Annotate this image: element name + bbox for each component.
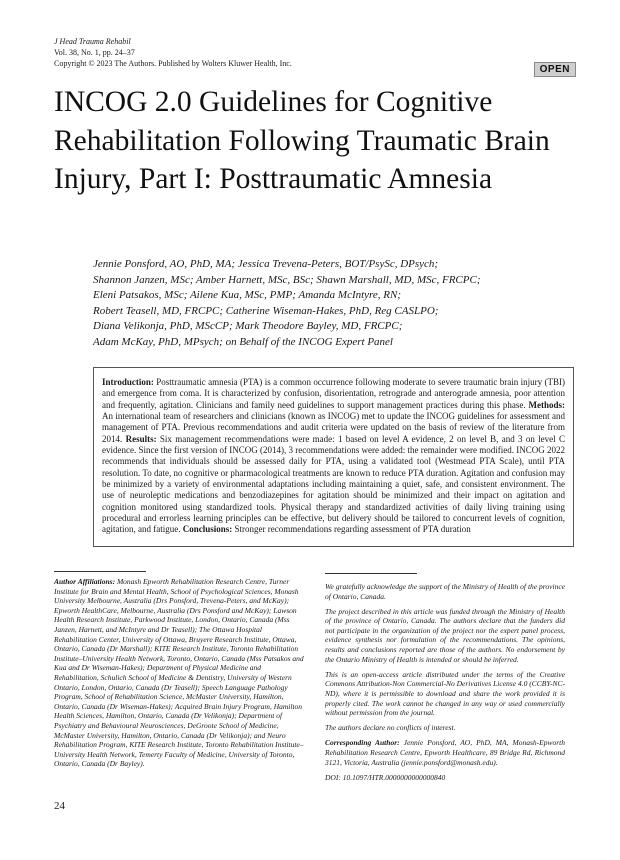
abstract-box [93,367,574,547]
footnote-divider-right [325,573,417,574]
open-access-badge: OPEN [534,62,576,77]
page-number: 24 [54,800,65,812]
journal-header [54,36,292,69]
affiliations-label: Author Affiliations: [54,577,116,586]
corresponding-author-text: Jennie Ponsford, AO, PhD, MA, Monash-Epworth Rehabilitation Research Centre, Epworth Healthcare, 89 Bridge Rd, Richmond 3121, Victoria, Australia (jennie.ponsford@monash.edu). [325,738,565,767]
license-note: This is an open-access article distributed under the terms of the Creative Commons Attribution-Non Commercial-No Derivatives License 4.0 (CCBY-NC-ND), where it is permissible to download and share the work provided it is properly cited. The work cannot be changed in any way or used commercially without permission from the journal. [325,669,565,718]
article-notes [325,582,565,788]
author-list [93,257,573,350]
author-line: Shannon Janzen, MSc; Amber Harnett, MSc, BSc; Shawn Marshall, MD, MSc, FRCPC; [93,273,481,286]
acknowledgement-note: We gratefully acknowledge the support of the Ministry of Health of the province of Ontario, Canada. [325,582,565,601]
abstract-introduction-text: Posttraumatic amnesia (PTA) is a common occurrence following moderate to severe traumatic brain injury (TBI) and emergence from coma. It is characterized by confusion, disorientation, retrograde and anterograde amnesia, poor attention and frequently, agitation. Clinicians and family need guidelines to support management practices during this phase. [102,377,565,410]
abstract-introduction-label: Introduction: [102,377,154,387]
affiliations-text: Monash Epworth Rehabilitation Research Centre, Turner Institute for Brain and Mental Health, School of Psychological Sciences, Monash University Melbourne, Australia (Drs Ponsford, Trevena-Peters, and McKay); Epworth HealthCare, Melbourne, Australia (Drs Ponsford and McKay); Lawson Health Research Institute, Parkwood Institute, London, Ontario, Canada (Mss Janzen, Harnett, and McIntyre and Dr Teasell); The Ottawa Hospital Rehabilitation Center, University of Ottawa, Bruyere Research Institute, Ottawa, Ontario, Canada (Dr Marshall); KITE Research Institute, Toronto Rehabilitation Institute–University Health Network, Toronto, Ontario, Canada (Mss Patsakos and Kua and Dr Wiseman-Hakes); Department of Physical Medicine and Rehabilitation, Schulich School of Medicine & Dentistry, University of Western Ontario, London, Ontario, Canada (Dr Teasell); Speech Language Pathology Program, School of Rehabilitation Science, McMaster University, Hamilton, Ontario, Canada (Dr Wiseman-Hakes); Acquired Brain Injury Program, Hamilton Health Sciences, Hamilton, Ontario, Canada (Dr Velikonja); Department of Psychiatry and Behavioural Neurosciences, DeGroote School of Medicine, McMaster University, Hamilton, Ontario, Canada (Dr Velikonja); and Neuro Rehabilitation Program, KITE Research Institute, Toronto Rehabilitation Institute–University Health Network, Temerty Faculty of Medicine, University of Toronto, Ontario, Canada (Dr Bayley). [54,577,304,769]
author-line: Adam McKay, PhD, MPsych; on Behalf of the INCOG Expert Panel [93,335,393,348]
corresponding-author-note [325,738,565,767]
funding-note: The project described in this article was funded through the Ministry of Health of the province of Ontario, Canada. The authors declare that the funders did not participate in the organization of the project nor the expert panel process, evidence synthesis nor formulation of the recommendations. The opinions, results and conclusions reported are those of the authors. No endorsement by the Ontario Ministry of Health is intended or should be inferred. [325,606,565,664]
author-line: Robert Teasell, MD, FRCPC; Catherine Wiseman-Hakes, PhD, Reg CASLPO; [93,304,439,317]
abstract-methods-label: Methods: [528,399,566,410]
abstract-results-text: Six management recommendations were made: 1 based on level A evidence, 2 on level B, and 3 on level C evidence. Since the first version of INCOG (2014), 3 recommendations were added: the remainder were modified. INCOG 2022 recommends that individuals should be assessed daily for PTA, using a validated tool (Westmead PTA Scale), until PTA resolution. To date, no cognitive or pharmacological treatments are known to reduce PTA duration. Agitation and confusion may be minimized by a variety of environmental adaptations including maintaining a quiet, safe, and consistent environment. The use of neuroleptic medications and benzodiazepines for agitation should be minimized and their impact on agitation and cognition monitored using standardized tools. Physical therapy and standardized activities of daily living training using procedural and errorless learning principles can be effective, but delivery should be tailored to concurrent levels of cognition, agitation, and fatigue. [102,433,566,535]
author-affiliations [54,577,304,769]
corresponding-author-label: Corresponding Author: [325,738,400,748]
abstract-results-label: Results: [125,433,157,444]
footnote-divider-left [54,571,146,572]
author-line: Diana Velikonja, PhD, MScCP; Mark Theodore Bayley, MD, FRCPC; [93,320,403,332]
doi-link[interactable]: DOI: 10.1097/HTR.0000000000000840 [325,772,446,782]
volume-info: Vol. 38, No. 1, pp. 24–37 [54,48,135,57]
author-line: Jennie Ponsford, AO, PhD, MA; Jessica Trevena-Peters, BOT/PsySc, DPsych; [93,258,439,270]
author-line: Eleni Patsakos, MSc; Ailene Kua, MSc, PMP; Amanda McIntyre, RN; [93,289,402,301]
conflicts-note: The authors declare no conflicts of interest. [325,723,456,733]
journal-name: J Head Trauma Rehabil [54,37,131,46]
abstract-conclusions-label: Conclusions: [182,524,233,535]
article-title: INCOG 2.0 Guidelines for Cognitive Rehabilitation Following Traumatic Brain Injury, Part I: Posttraumatic Amnesia [54,86,550,195]
abstract-methods-text: An international team of researchers and clinicians (known as INCOG) met to update the INCOG guidelines for assessment and management of PTA. Previous recommendations and audit criteria were updated on the basis of review of the literature from 2014. [102,411,565,444]
abstract-conclusions-text: Stronger recommendations regarding assessment of PTA duration [234,524,471,535]
copyright-line: Copyright © 2023 The Authors. Published by Wolters Kluwer Health, Inc. [54,59,292,68]
